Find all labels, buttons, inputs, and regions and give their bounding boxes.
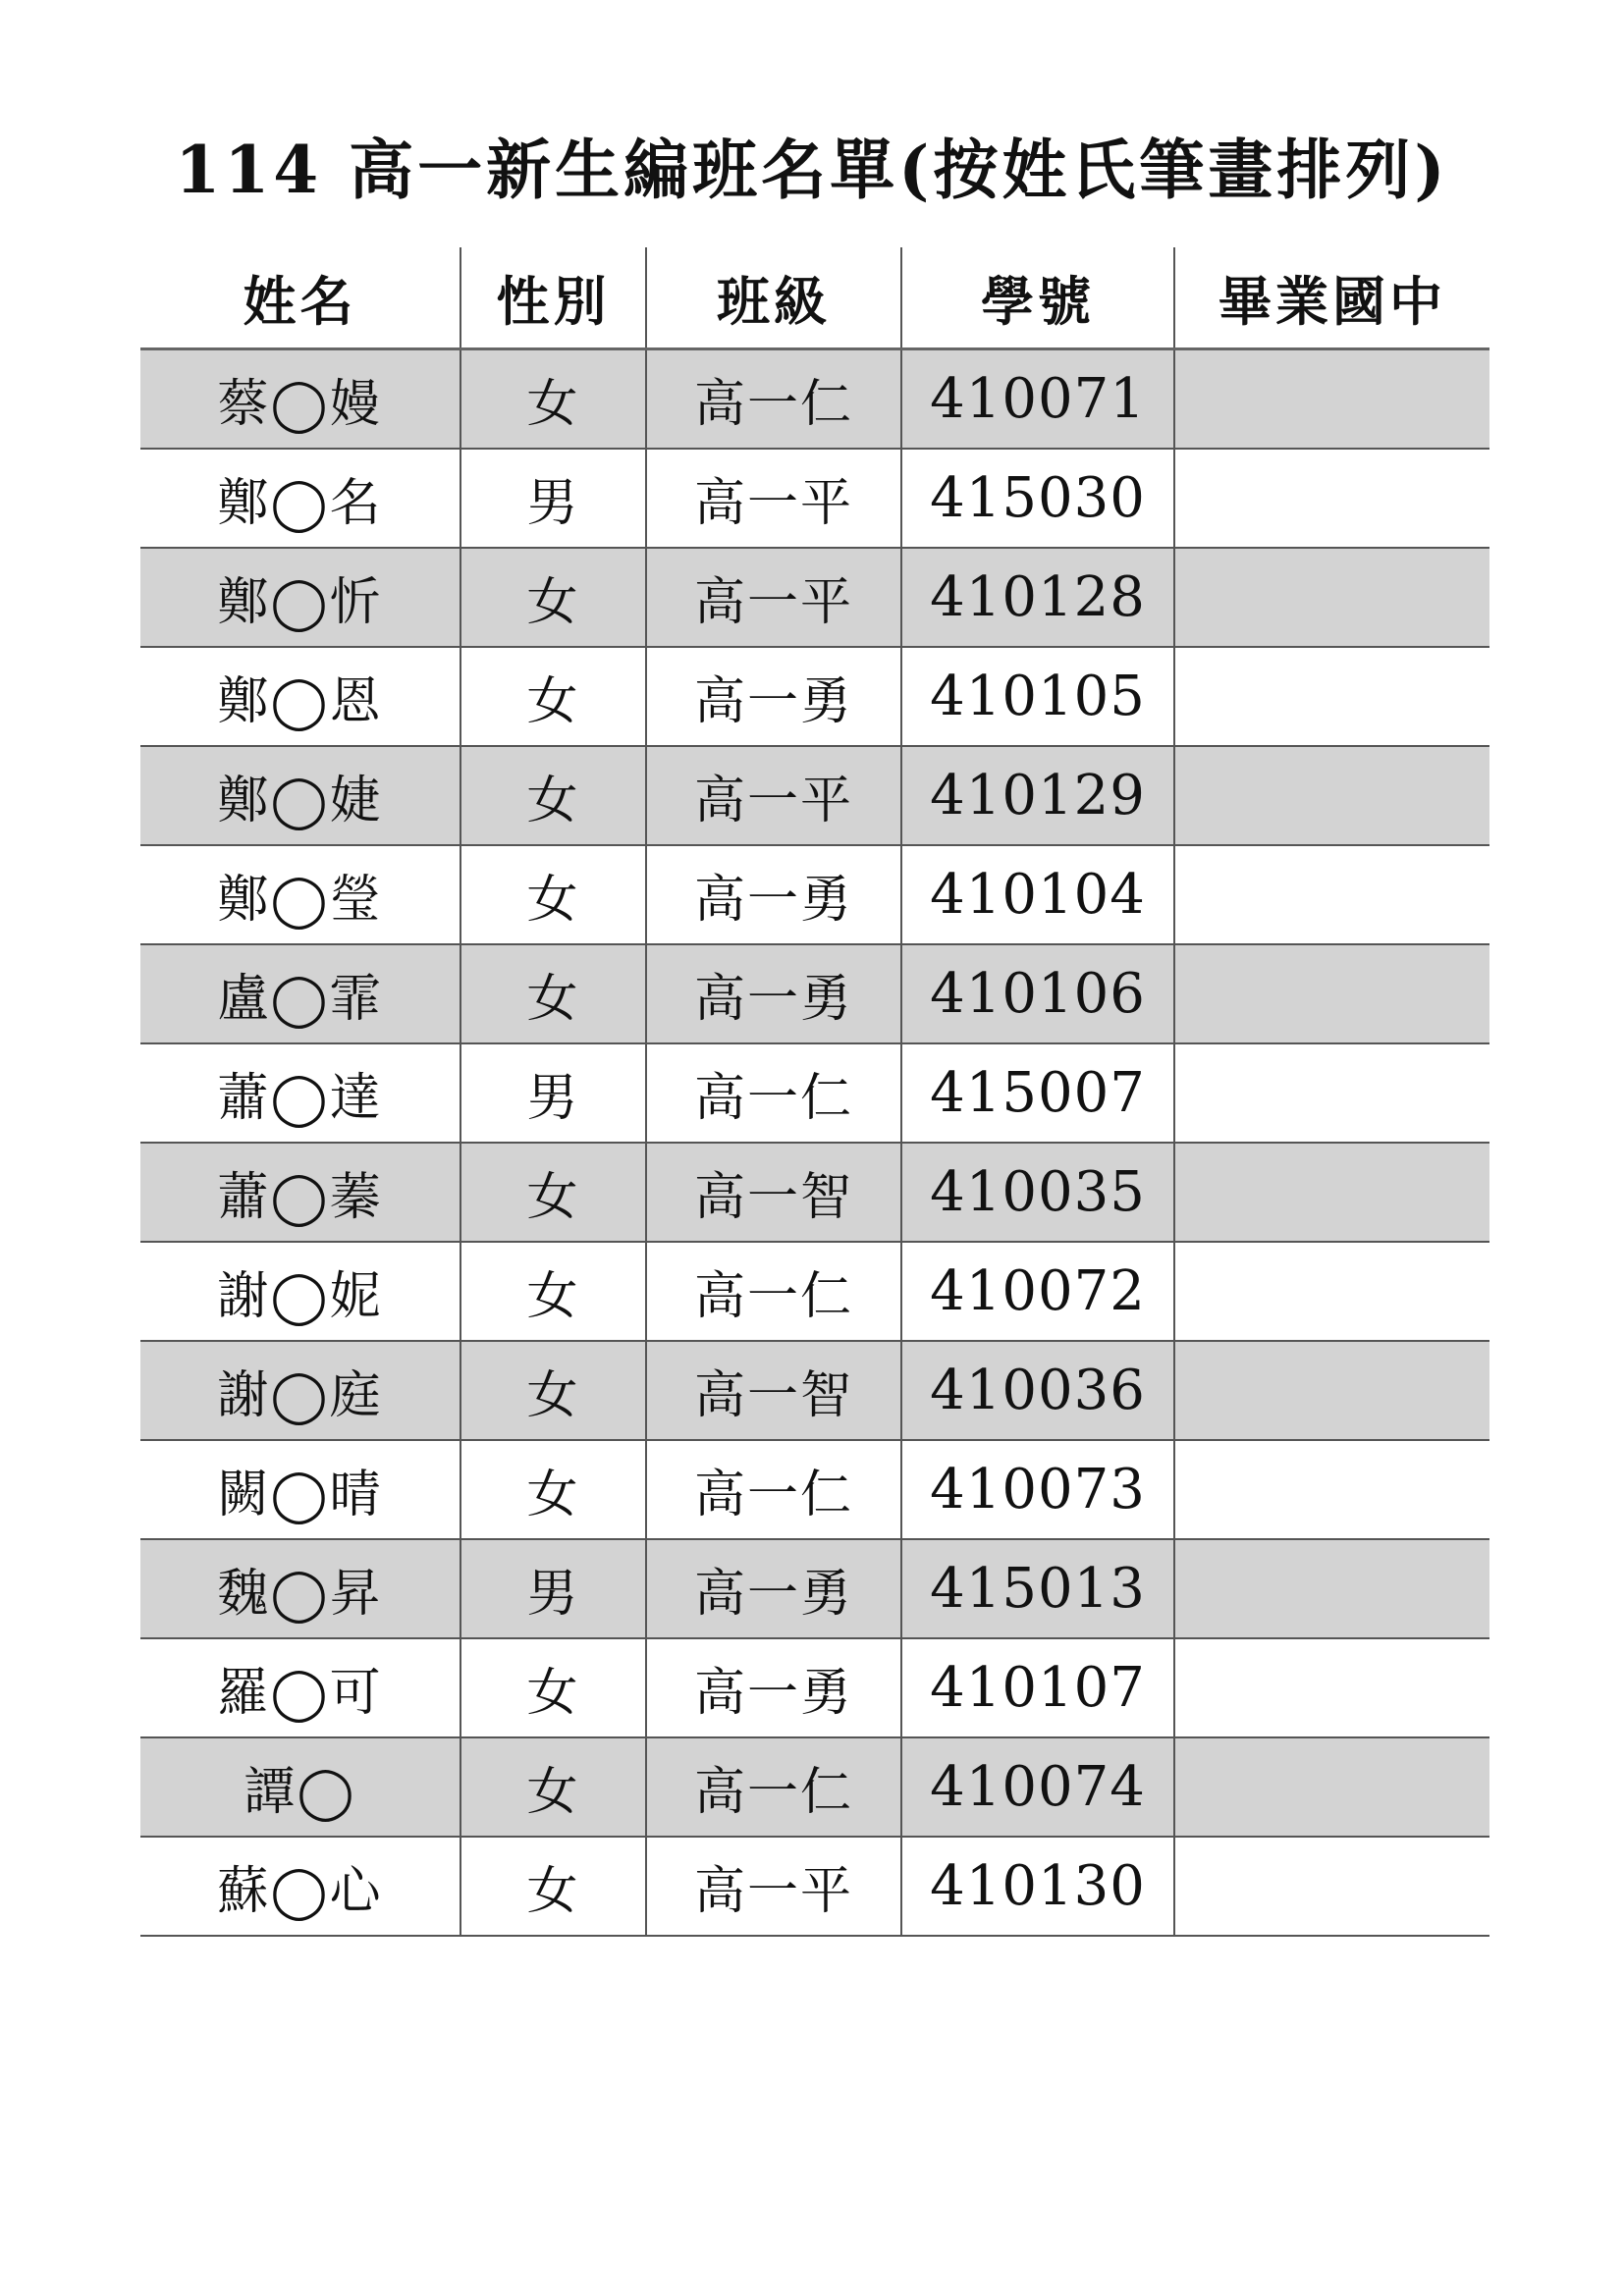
cell-school [1174,647,1489,746]
table-row [140,449,1489,548]
cell-class: 高一平 [646,1837,901,1936]
cell-gender: 女 [460,1837,646,1936]
cell-gender: 女 [460,1737,646,1837]
table-row [140,548,1489,647]
cell-name: 魏◯昇 [140,1539,460,1638]
table-row [140,647,1489,746]
cell-gender: 女 [460,349,646,450]
cell-student-id: 410072 [901,1242,1174,1341]
cell-name: 鄭◯瑩 [140,845,460,944]
table-row [140,1837,1489,1936]
table-row [140,1341,1489,1440]
cell-name: 蔡◯嫚 [140,349,460,450]
cell-school [1174,1043,1489,1143]
cell-name: 鄭◯婕 [140,746,460,845]
cell-school [1174,944,1489,1043]
cell-name: 鄭◯忻 [140,548,460,647]
cell-student-id: 410071 [901,349,1174,450]
cell-class: 高一仁 [646,1737,901,1837]
header-name: 姓名 [140,247,460,349]
cell-school [1174,548,1489,647]
cell-school [1174,449,1489,548]
cell-class: 高一仁 [646,1440,901,1539]
table-row [140,1440,1489,1539]
cell-class: 高一平 [646,746,901,845]
cell-class: 高一勇 [646,845,901,944]
header-student-id: 學號 [901,247,1174,349]
cell-gender: 女 [460,1440,646,1539]
cell-gender: 女 [460,746,646,845]
table-row [140,1043,1489,1143]
cell-name: 闕◯晴 [140,1440,460,1539]
header-school: 畢業國中 [1174,247,1489,349]
header-class: 班級 [646,247,901,349]
cell-student-id: 410128 [901,548,1174,647]
header-row [140,247,1489,349]
cell-gender: 男 [460,449,646,548]
table-row [140,944,1489,1043]
table-row [140,349,1489,450]
cell-student-id: 410074 [901,1737,1174,1837]
cell-name: 蕭◯蓁 [140,1143,460,1242]
cell-gender: 女 [460,1638,646,1737]
cell-class: 高一勇 [646,1638,901,1737]
cell-student-id: 410105 [901,647,1174,746]
cell-student-id: 410036 [901,1341,1174,1440]
cell-gender: 男 [460,1539,646,1638]
cell-gender: 男 [460,1043,646,1143]
cell-school [1174,1143,1489,1242]
cell-name: 鄭◯名 [140,449,460,548]
cell-school [1174,1837,1489,1936]
table-row [140,1143,1489,1242]
cell-class: 高一勇 [646,1539,901,1638]
cell-school [1174,1242,1489,1341]
cell-class: 高一仁 [646,1242,901,1341]
cell-student-id: 415007 [901,1043,1174,1143]
cell-school [1174,1737,1489,1837]
table-row [140,1539,1489,1638]
cell-school [1174,845,1489,944]
cell-school [1174,1539,1489,1638]
cell-name: 盧◯霏 [140,944,460,1043]
cell-name: 羅◯可 [140,1638,460,1737]
cell-class: 高一智 [646,1341,901,1440]
header-gender: 性別 [460,247,646,349]
cell-gender: 女 [460,548,646,647]
cell-gender: 女 [460,845,646,944]
cell-student-id: 410107 [901,1638,1174,1737]
cell-name: 鄭◯恩 [140,647,460,746]
cell-student-id: 410104 [901,845,1174,944]
table-row [140,1737,1489,1837]
cell-gender: 女 [460,1341,646,1440]
table-row [140,845,1489,944]
cell-gender: 女 [460,1143,646,1242]
class-roster-table [140,247,1489,1937]
cell-class: 高一仁 [646,349,901,450]
cell-class: 高一智 [646,1143,901,1242]
cell-name: 譚◯ [140,1737,460,1837]
cell-gender: 女 [460,647,646,746]
cell-school [1174,1440,1489,1539]
cell-student-id: 410073 [901,1440,1174,1539]
table-row [140,1638,1489,1737]
cell-name: 蕭◯達 [140,1043,460,1143]
cell-gender: 女 [460,1242,646,1341]
cell-school [1174,1638,1489,1737]
cell-student-id: 410130 [901,1837,1174,1936]
page-title: 114 高一新生編班名單(按姓氏筆畫排列) [175,132,1449,208]
roster-body [140,349,1489,1937]
table-row [140,1242,1489,1341]
cell-school [1174,1341,1489,1440]
cell-name: 謝◯妮 [140,1242,460,1341]
cell-student-id: 415013 [901,1539,1174,1638]
cell-gender: 女 [460,944,646,1043]
cell-school [1174,349,1489,450]
cell-student-id: 410106 [901,944,1174,1043]
cell-class: 高一勇 [646,647,901,746]
cell-student-id: 410035 [901,1143,1174,1242]
cell-school [1174,746,1489,845]
cell-class: 高一平 [646,449,901,548]
cell-class: 高一勇 [646,944,901,1043]
cell-name: 謝◯庭 [140,1341,460,1440]
cell-class: 高一仁 [646,1043,901,1143]
cell-name: 蘇◯心 [140,1837,460,1936]
cell-student-id: 415030 [901,449,1174,548]
table-row [140,746,1489,845]
cell-student-id: 410129 [901,746,1174,845]
cell-class: 高一平 [646,548,901,647]
